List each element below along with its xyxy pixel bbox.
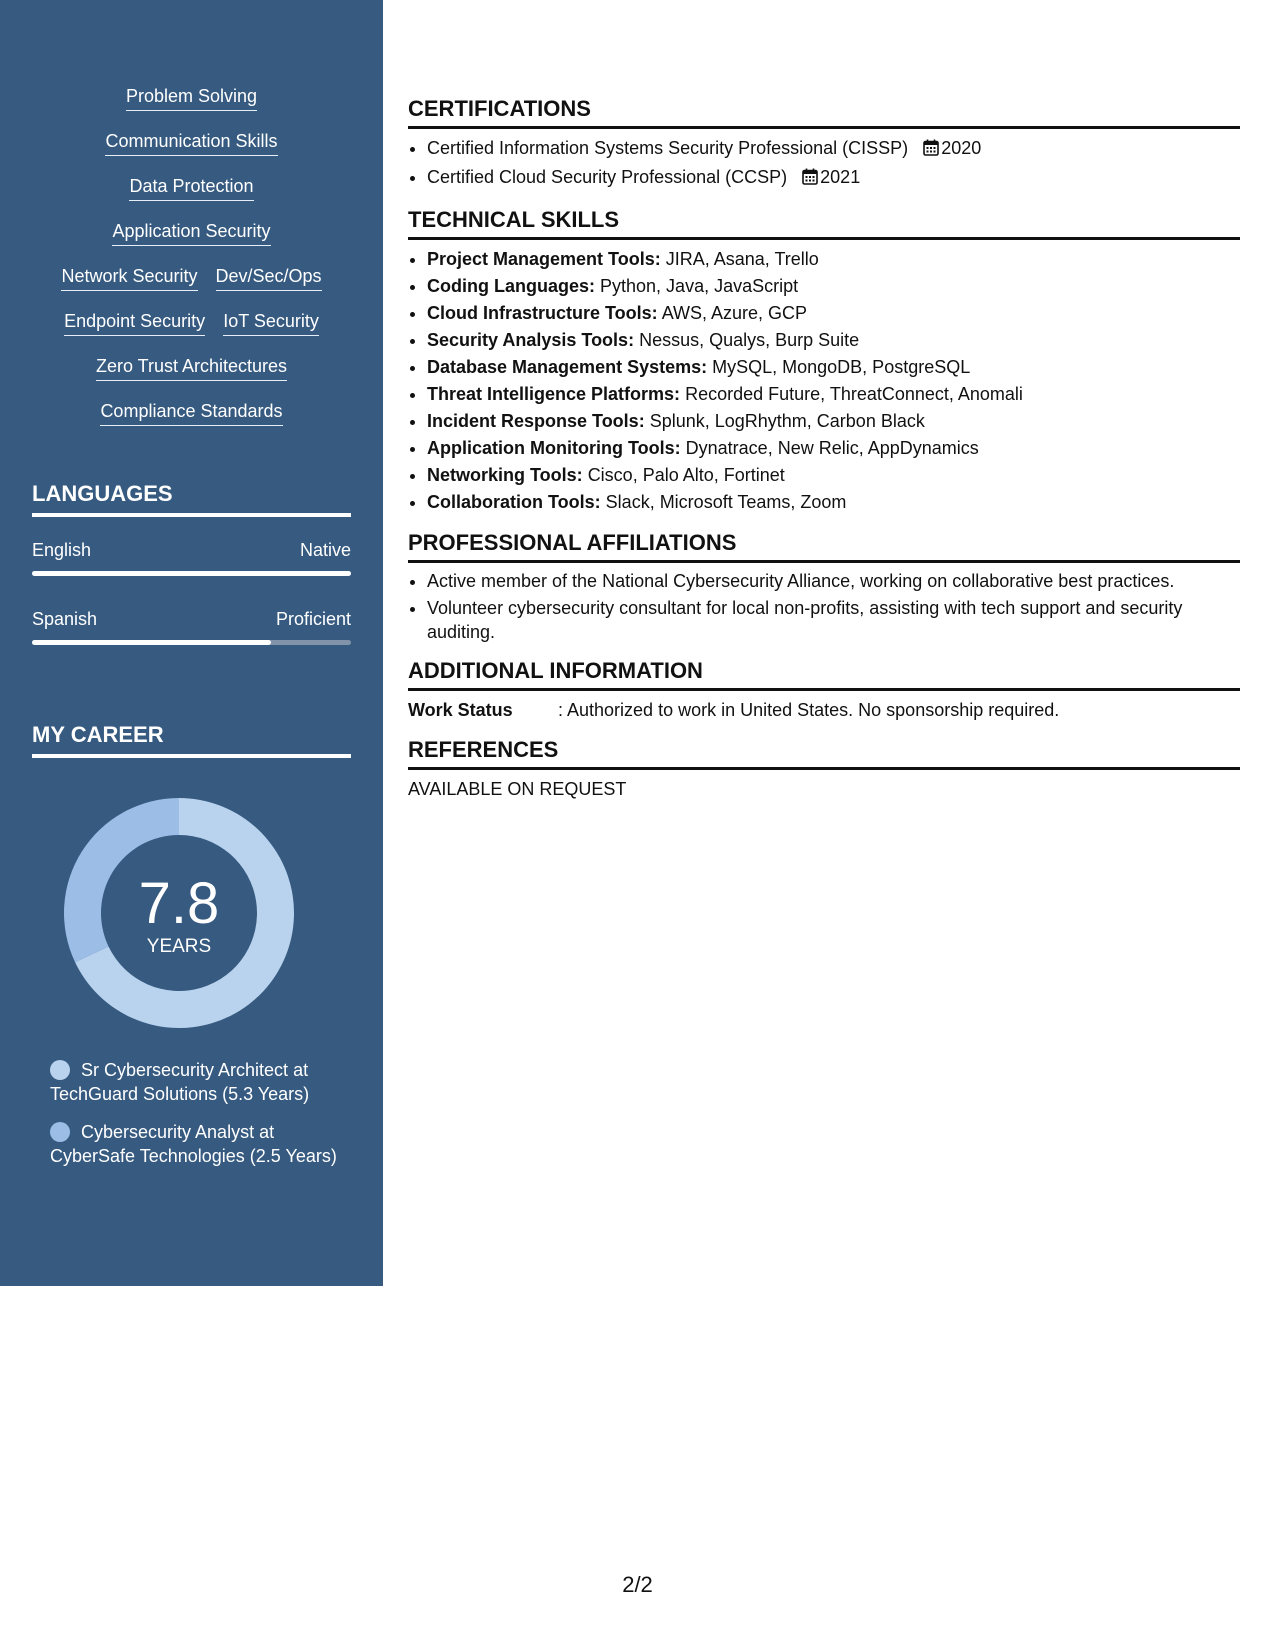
technical-skill-item [427,435,1240,462]
technical-skill-label: Incident Response Tools: [427,411,645,431]
skill-tag: Problem Solving [126,84,257,111]
technical-skill-label: Networking Tools: [427,465,583,485]
skill-tag: Dev/Sec/Ops [216,264,322,291]
career-legend-text: Sr Cybersecurity Architect at TechGuard Solutions (5.3 Years) [50,1060,310,1104]
legend-dot-icon [50,1060,70,1080]
language-level: Proficient [275,609,351,629]
technical-skill-value: AWS, Azure, GCP [661,303,808,323]
page-number: 2/2 [622,1572,653,1597]
career-legend-item [50,1058,340,1106]
technical-skill-label: Threat Intelligence Platforms: [427,384,681,404]
skill-tag: Endpoint Security [64,309,205,336]
calendar-icon [802,166,818,193]
skill-row [0,309,383,354]
skill-row [0,129,383,174]
calendar-icon [923,137,939,164]
languages-heading: LANGUAGES [32,481,351,517]
technical-skill-label: Collaboration Tools: [427,492,601,512]
references-section [408,735,1240,802]
work-status-value: : Authorized to work in United States. No sponsorship required. [558,700,1060,720]
sidebar [0,0,383,1286]
certification-year: 2020 [941,138,982,158]
technical-skills-heading: TECHNICAL SKILLS [408,205,1240,240]
technical-skill-value: Nessus, Qualys, Burp Suite [639,330,860,350]
language-bar [32,571,351,576]
technical-skill-item [427,408,1240,435]
career-legend-text: Cybersecurity Analyst at CyberSafe Technologies (2.5 Years) [50,1122,337,1166]
career-donut-chart [64,798,294,1028]
certification-item [427,164,1240,193]
additional-info-section [408,656,1240,723]
certification-name: Certified Cloud Security Professional (CCSP) [427,167,788,187]
affiliation-item: • Active member of the National Cybersecurity Alliance, working on collaborative best practices. [427,569,1240,593]
legend-dot-icon [50,1122,70,1142]
technical-skill-value: MySQL, MongoDB, PostgreSQL [712,357,971,377]
technical-skill-item [427,462,1240,489]
language-level: Native [299,540,351,560]
skill-tag: Compliance Standards [100,399,282,426]
affiliations-heading: PROFESSIONAL AFFILIATIONS [408,528,1240,563]
skill-row [0,174,383,219]
technical-skill-value: Slack, Microsoft Teams, Zoom [605,492,847,512]
technical-skill-label: Application Monitoring Tools: [427,438,681,458]
technical-skill-label: Cloud Infrastructure Tools: [427,303,658,323]
technical-skill-item [427,354,1240,381]
technical-skills-section [408,205,1240,516]
technical-skill-label: Database Management Systems: [427,357,708,377]
technical-skill-item [427,246,1240,273]
language-name: English [32,540,92,560]
technical-skill-value: Cisco, Palo Alto, Fortinet [587,465,785,485]
technical-skill-label: Security Analysis Tools: [427,330,635,350]
certifications-list [408,135,1240,193]
technical-skill-value: Python, Java, JavaScript [600,276,799,296]
technical-skill-item [427,489,1240,516]
skill-row [0,354,383,399]
technical-skill-label: Project Management Tools: [427,249,661,269]
technical-skills-list [408,246,1240,516]
certifications-section [408,94,1240,193]
skill-tag: Data Protection [129,174,253,201]
technical-skill-value: Dynatrace, New Relic, AppDynamics [685,438,979,458]
career-heading: MY CAREER [32,722,351,758]
technical-skill-item [427,273,1240,300]
technical-skill-item [427,327,1240,354]
technical-skill-value: Recorded Future, ThreatConnect, Anomali [685,384,1023,404]
career-legend [50,1058,340,1182]
career-years-value: 7.8 [138,871,220,936]
additional-info-heading: ADDITIONAL INFORMATION [408,656,1240,691]
certifications-heading: CERTIFICATIONS [408,94,1240,129]
language-spanish [32,609,351,630]
technical-skill-item [427,381,1240,408]
certification-item [427,135,1240,164]
certification-name: Certified Information Systems Security Professional (CISSP) [427,138,909,158]
skill-tag: Application Security [112,219,270,246]
references-heading: REFERENCES [408,735,1240,770]
skill-row [0,399,383,444]
language-bar [32,640,351,645]
skill-row [0,264,383,309]
career-years-unit: YEARS [146,936,212,957]
language-bar-fill [32,571,351,576]
language-bar-fill [32,640,271,645]
affiliation-item: • Volunteer cybersecurity consultant for local non-profits, assisting with tech support and security auditing. [427,596,1240,644]
career-total [64,798,294,1028]
skill-tag: Communication Skills [105,129,277,156]
language-name: Spanish [32,609,98,629]
affiliations-list [408,569,1240,644]
skill-row [0,84,383,129]
affiliations-section [408,528,1240,644]
work-status-row [408,697,1240,723]
references-text: AVAILABLE ON REQUEST [408,779,627,799]
skill-tag: Network Security [61,264,197,291]
main-content [408,94,1240,814]
skill-tag: Zero Trust Architectures [96,354,287,381]
skill-row [0,219,383,264]
technical-skill-item [427,300,1240,327]
career-legend-item [50,1120,340,1168]
skills-list [0,84,383,444]
certification-year: 2021 [820,167,861,187]
technical-skill-label: Coding Languages: [427,276,595,296]
technical-skill-value: Splunk, LogRhythm, Carbon Black [649,411,925,431]
skill-tag: IoT Security [223,309,319,336]
work-status-label: Work Status [408,700,513,720]
technical-skill-value: JIRA, Asana, Trello [665,249,819,269]
language-english [32,540,351,561]
